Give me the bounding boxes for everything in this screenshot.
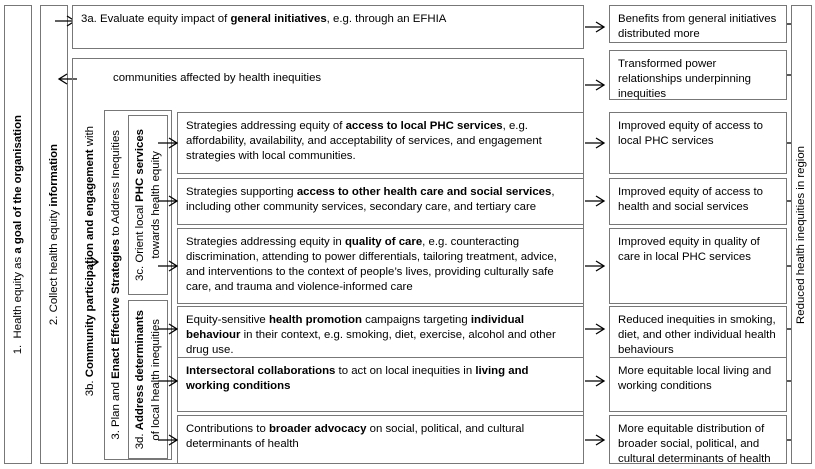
group-3-label: 3. Plan and Enact Effective Strategies to Address Inequities bbox=[109, 130, 122, 440]
outcome-access-phc-text: Improved equity of access to local PHC services bbox=[618, 120, 763, 148]
arrow-strategy-advocacy-to-outcome bbox=[585, 433, 607, 447]
arrow-strategy-quality-to-outcome bbox=[585, 259, 607, 273]
arrow-strategy-intersectoral-to-outcome bbox=[585, 374, 607, 388]
subgroup-3d-label-line2: of local health inequities bbox=[149, 318, 162, 441]
community-banner-text: communities affected by health inequities bbox=[113, 72, 322, 84]
outcome-general-benefits-text: Benefits from general initiatives distributed more bbox=[618, 13, 777, 41]
outcome-quality-of-care-text: Improved equity in quality of care in local PHC services bbox=[618, 236, 760, 264]
arrow-3c-to-strategy-quality bbox=[158, 259, 180, 273]
arrow-strategy-health-promotion-to-outcome bbox=[585, 322, 607, 336]
subgroup-3d-label-line1: 3d. Address determinants bbox=[133, 309, 146, 450]
strategy-3a-text: 3a. Evaluate equity impact of general initiatives, e.g. through an EFHIA bbox=[81, 13, 447, 25]
arrow-strategy-access-phc-to-outcome bbox=[585, 136, 607, 150]
strategy-advocacy-text: Contributions to broader advocacy on social, political, and cultural determinants of health bbox=[186, 423, 525, 451]
outcome-access-health-social-text: Improved equity of access to health and social services bbox=[618, 186, 763, 214]
strategy-access-phc-text: Strategies addressing equity of access to local PHC services, e.g. affordability, availability, and acceptability of services, and engagement strategies with local communities. bbox=[186, 120, 542, 163]
column-2-label: 2. Collect health equity information bbox=[47, 143, 60, 326]
group-3-label-wrap bbox=[105, 111, 127, 459]
outcome-power-relationships-text: Transformed power relationships underpinning inequities bbox=[618, 58, 751, 101]
arrow-3c-to-strategy-access-phc bbox=[158, 136, 180, 150]
arrow-3b-to-outcome-power bbox=[585, 78, 607, 92]
strategy-intersectoral-text: Intersectoral collaborations to act on local inequities in living and working conditions bbox=[186, 365, 529, 393]
strategy-access-other-text: Strategies supporting access to other health care and social services, including other community services, secondary care, and tertiary care bbox=[186, 186, 555, 214]
outcome-living-working-text: More equitable local living and working conditions bbox=[618, 365, 772, 393]
final-outcome-column bbox=[791, 5, 812, 464]
arrow-3b-to-group3 bbox=[85, 255, 101, 269]
arrow-3a-to-outcome-general bbox=[585, 20, 607, 34]
column-health-equity-goal bbox=[4, 5, 32, 464]
arrow-3d-to-strategy-intersectoral bbox=[158, 374, 180, 388]
arrow-3d-to-strategy-advocacy bbox=[158, 433, 180, 447]
arrow-3c-to-strategy-access-other bbox=[158, 194, 180, 208]
outcome-behaviours-text: Reduced inequities in smoking, diet, and other individual health behaviours bbox=[618, 314, 776, 357]
subgroup-3c-label-line1: 3c. Orient local PHC services bbox=[133, 129, 146, 281]
arrow-3d-to-strategy-health-promotion bbox=[158, 322, 180, 336]
outcome-determinants-text: More equitable distribution of broader social, political, and cultural determinants of health bbox=[618, 423, 771, 466]
subgroup-3c-label-line2: towards health equity bbox=[149, 151, 162, 259]
arrow-strategy-access-other-to-outcome bbox=[585, 194, 607, 208]
strategy-health-promotion-text: Equity-sensitive health promotion campaigns targeting individual behaviour in their context, e.g. smoking, diet, exercise, alcohol and other drug use. bbox=[186, 314, 556, 357]
column-1-label: 1. Health equity as a goal of the organisation bbox=[11, 114, 24, 355]
column-3b-label: 3b. Community participation and engagement with bbox=[83, 125, 96, 397]
final-outcome-label: Reduced health inequities in region bbox=[795, 145, 808, 324]
strategy-quality-of-care-text: Strategies addressing equity in quality of care, e.g. counteracting discrimination, attending to power differentials, tailoring treatment, advice, and interventions to the context of people’s lives, providing culturally safe care, and trauma and violence-informed care bbox=[186, 236, 557, 294]
